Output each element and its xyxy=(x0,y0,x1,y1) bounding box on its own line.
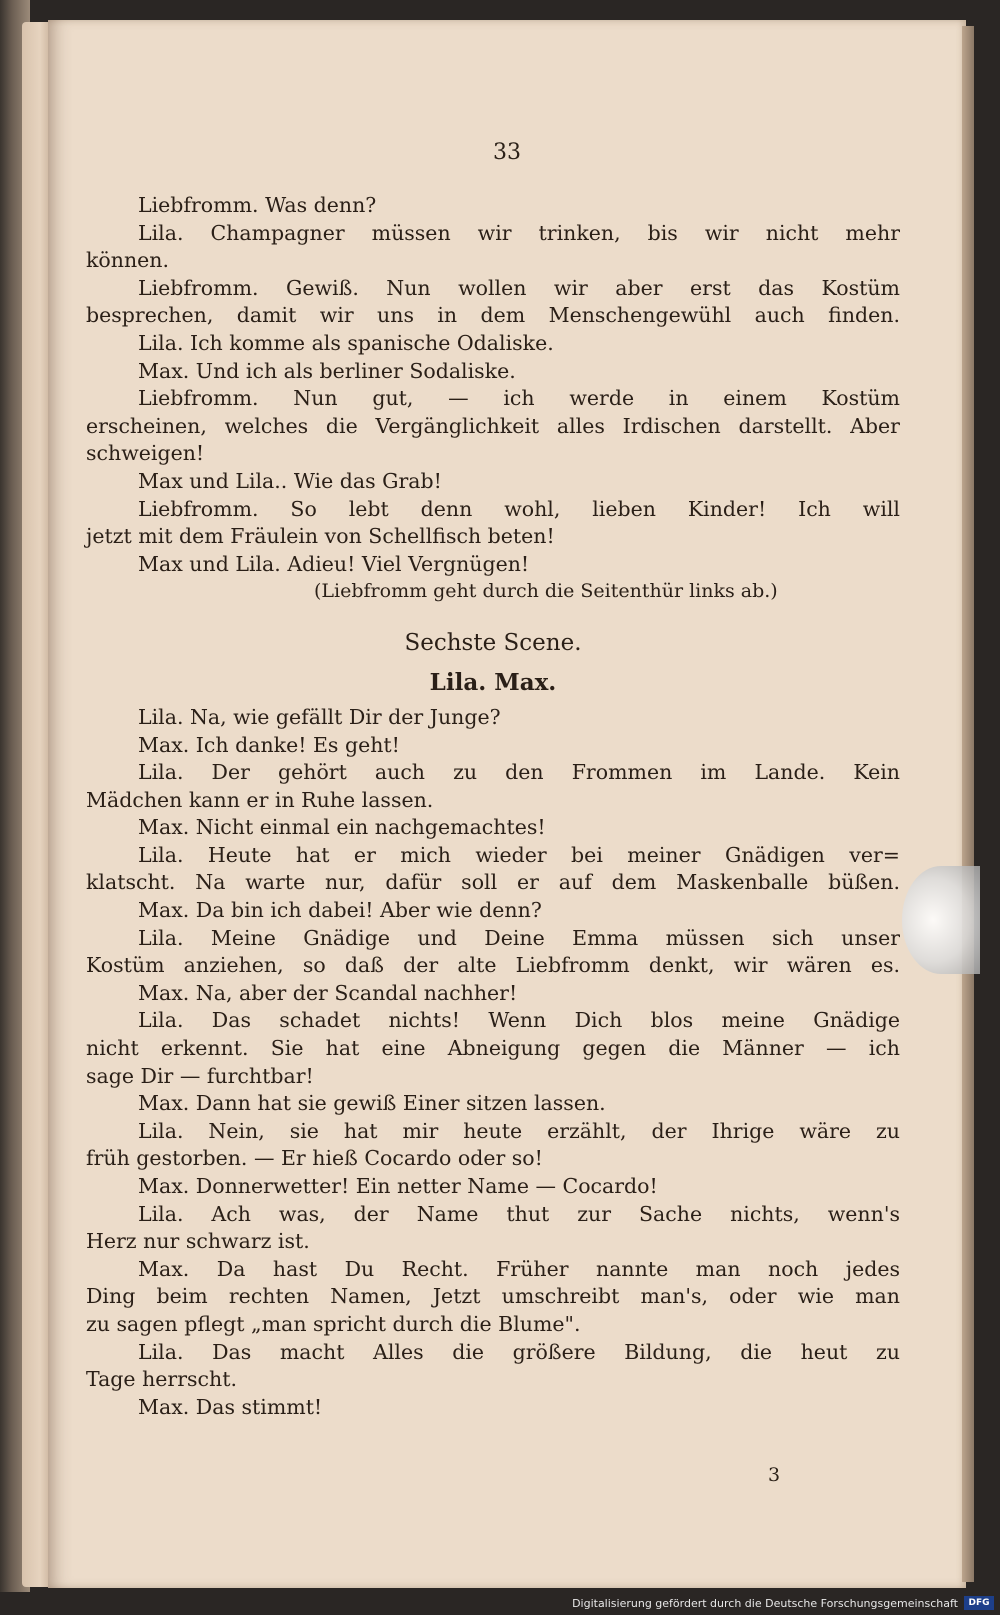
text-line: (Liebfromm geht durch die Seitenthür links ab.) xyxy=(314,580,778,603)
text-line: Liebfromm. Was denn? xyxy=(138,193,377,217)
text-line: Tage herrscht. xyxy=(86,1367,237,1392)
text-line: erscheinen, welches die Vergänglichkeit alles Irdischen darstellt. Aber xyxy=(86,413,900,438)
text-line: Liebfromm. So lebt denn wohl, lieben Kinder! Ich will xyxy=(138,496,900,521)
page-text xyxy=(86,192,900,1421)
text-line: Lila. Meine Gnädige und Deine Emma müssen sich unser xyxy=(138,925,900,950)
text-line: Liebfromm. Nun gut, — ich werde in einem Kostüm xyxy=(138,386,900,411)
dialogue-block-1 xyxy=(86,192,900,606)
text-line: Max. Donnerwetter! Ein netter Name — Cocardo! xyxy=(138,1174,658,1198)
text-line: Lila. Ich komme als spanische Odaliske. xyxy=(138,330,554,355)
text-line: Max und Lila. Adieu! Viel Vergnügen! xyxy=(138,551,530,576)
text-line: nicht erkennt. Sie hat eine Abneigung gegen die Männer — ich xyxy=(86,1036,900,1061)
text-line: Max. Ich danke! Es geht! xyxy=(138,732,400,757)
text-line: Max. Nicht einmal ein nachgemachtes! xyxy=(138,815,546,840)
text-line: Ding beim rechten Namen, Jetzt umschreibt man's, oder wie man xyxy=(86,1284,900,1309)
text-line: Liebfromm. Gewiß. Nun wollen wir aber erst das Kostüm xyxy=(138,275,900,300)
page-tab-clip xyxy=(902,866,980,974)
book-page xyxy=(48,20,966,1588)
text-line: Lila. Das macht Alles die größere Bildung, die heut zu xyxy=(138,1339,900,1364)
text-line: schweigen! xyxy=(86,441,205,466)
text-line: Max. Dann hat sie gewiß Einer sitzen lassen. xyxy=(138,1091,606,1116)
text-line: Max. Da bin ich dabei! Aber wie denn? xyxy=(138,898,542,923)
text-line: Herz nur schwarz ist. xyxy=(86,1229,310,1254)
dialogue-block-2 xyxy=(86,704,900,1421)
text-line: Mädchen kann er in Ruhe lassen. xyxy=(86,787,434,812)
scene-title: Sechste Scene. xyxy=(404,629,582,656)
text-line: Lila. Nein, sie hat mir heute erzählt, der Ihrige wäre zu xyxy=(138,1118,900,1143)
text-line: früh gestorben. — Er hieß Cocardo oder so! xyxy=(86,1146,543,1171)
page-number: 33 xyxy=(493,140,521,165)
text-line: Lila. Ach was, der Name thut zur Sache nichts, wenn's xyxy=(138,1201,900,1226)
scene-persons: Lila. Max. xyxy=(429,668,557,696)
text-line: können. xyxy=(86,248,170,273)
text-line: Lila. Na, wie gefällt Dir der Junge? xyxy=(138,704,501,729)
dfg-logo: DFG xyxy=(964,1596,994,1610)
text-line: Max. Da hast Du Recht. Früher nannte man noch jedes xyxy=(138,1256,900,1281)
signature-mark: 3 xyxy=(768,1464,781,1486)
text-line: Max. Na, aber der Scandal nachher! xyxy=(138,980,518,1005)
footer-credit: Digitalisierung gefördert durch die Deutsche Forschungsgemeinschaft xyxy=(572,1597,958,1610)
text-line: sage Dir — furchtbar! xyxy=(86,1063,314,1088)
text-line: Kostüm anziehen, so daß der alte Liebfromm denkt, wir wären es. xyxy=(86,953,900,978)
text-line: jetzt mit dem Fräulein von Schellfisch beten! xyxy=(86,524,555,549)
text-line: besprechen, damit wir uns in dem Menschengewühl auch finden. xyxy=(86,303,900,328)
text-line: Max. Und ich als berliner Sodaliske. xyxy=(138,358,516,383)
text-line: Lila. Der gehört auch zu den Frommen im Lande. Kein xyxy=(138,760,900,785)
text-line: klatscht. Na warte nur, dafür soll er auf dem Maskenballe büßen. xyxy=(86,870,900,895)
text-line: Lila. Das schadet nichts! Wenn Dich blos meine Gnädige xyxy=(138,1008,900,1033)
right-page-edge xyxy=(962,26,974,1582)
text-line: Max und Lila.. Wie das Grab! xyxy=(138,468,442,493)
text-line: Max. Das stimmt! xyxy=(138,1394,323,1419)
text-line: zu sagen pflegt „man spricht durch die Blume". xyxy=(86,1311,581,1336)
text-line: Lila. Heute hat er mich wieder bei meiner Gnädigen ver= xyxy=(138,842,900,867)
text-line: Lila. Champagner müssen wir trinken, bis wir nicht mehr xyxy=(138,220,900,245)
